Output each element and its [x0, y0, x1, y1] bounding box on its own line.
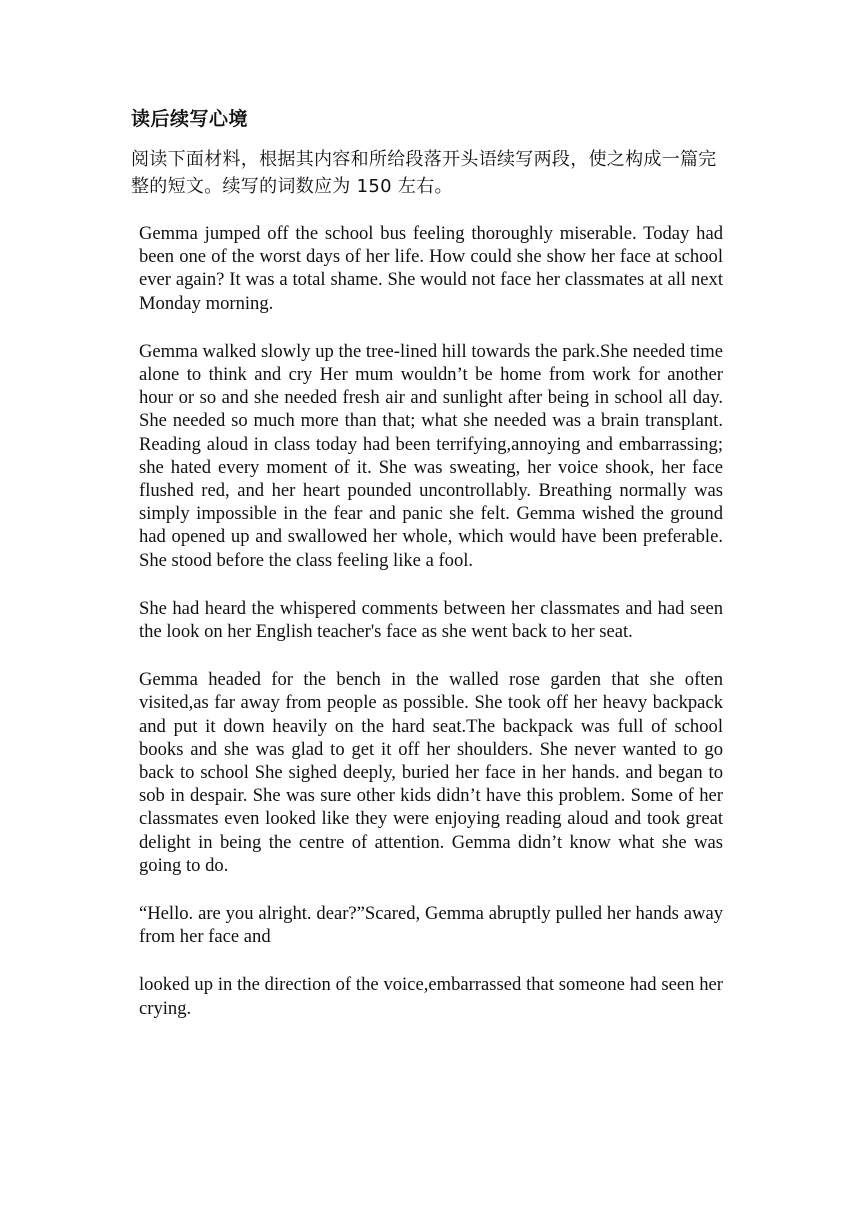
continuation-opening-2: looked up in the direction of the voice,embarrassed that someone had seen her crying.: [139, 974, 723, 1019]
story-paragraph-2: Gemma walked slowly up the tree-lined hill towards the park.She needed time alone to think and cry Her mum wouldn’t be home from work for another hour or so and she needed fresh air and sunlight after being in school all day. She needed so much more than that; what she needed was a brain transplant. Reading aloud in class today had been terrifying,annoying and embarrassing; she hated every moment of it. She was sweating, her voice shook, her face flushed red, and her heart pounded uncontrollably. Breathing normally was simply impossible in the fear and panic she felt. Gemma wished the ground had opened up and swallowed her whole, which would have been preferable. She stood before the class feeling like a fool.: [139, 340, 723, 571]
story-paragraph-3: She had heard the whispered comments between her classmates and had seen the look on her English teacher's face as she went back to her seat.: [139, 597, 723, 643]
continuation-opening-1: “Hello. are you alright. dear?”Scared, Gemma abruptly pulled her hands away from her face and: [139, 903, 723, 948]
story-paragraph-1: Gemma jumped off the school bus feeling thoroughly miserable. Today had been one of the worst days of her life. How could she show her face at school ever again? It was a total shame. She would not face her classmates at all next Monday morning.: [139, 223, 723, 314]
story-body: [139, 222, 723, 1045]
instruction-text: 阅读下面材料，根据其内容和所给段落开头语续写两段，使之构成一篇完整的短文。续写的词数应为 150 左右。: [131, 149, 717, 197]
story-paragraph-4: Gemma headed for the bench in the walled rose garden that she often visited,as far away from people as possible. She took off her heavy backpack and put it down heavily on the hard seat.The backpack was full of school books and she was glad to get it off her shoulders. She never wanted to go back to school She sighed deeply, buried her face in her hands. and began to sob in despair. She was sure other kids didn’t have this problem. Some of her classmates even looked like they were enjoying reading aloud and took great delight in being the centre of attention. Gemma didn’t know what she was going to do.: [139, 669, 723, 876]
document-title: 读后续写心境: [131, 108, 249, 130]
